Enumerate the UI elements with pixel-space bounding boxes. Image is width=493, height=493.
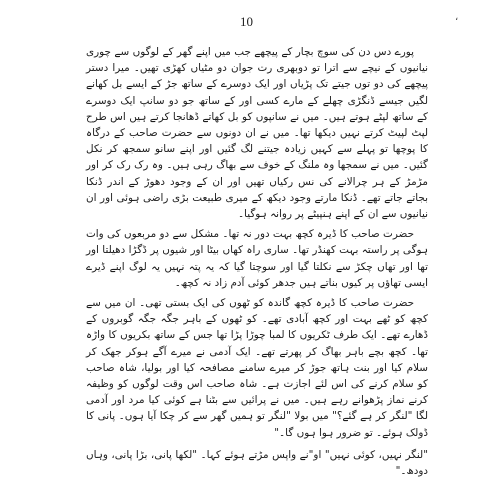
paragraph-2: حضرت صاحب کا ڈیرہ کچھ بہت دور نہ تھا۔ مشکل سے دو مربعوں کی وات ہوگی پر راستہ بہت کھنڈر تھا۔ ساری راہ کھاں بیٹا اور شیوں پر ڈگڑا دھیلتا اور تھا اور تھاں چکڑ سے نکلتا گیا اور سوچتا گیا کہ یہ پتہ نہیں یہ لوگ اپنے ڈیرے ایسی تھاؤں پر کیوں بناتے ہیں جدھر کوئی آدم زاد نہ کچھ۔ [86,228,428,289]
corner-mark: ، [455,12,459,23]
paragraph-3: حضرت صاحب کا ڈیرہ کچھ گاندہ کو ٹھوں کی ایک بستی تھی۔ ان میں سے کچھ کو ٹھے بہت اور کچھ آبادی تھے۔ کو ٹھوں کے باہر جگہ جگہ گوبروں کے ڈھارے تھے۔ ایک طرف ٹکریوں کا لمبا چوڑا پڑا تھا جس کے ساتھ بکریوں کا واڑہ تھا۔ کچھ بچے باہر بھاگ کر پھرتے تھے۔ ایک آدمی نے میرے آگے ہوکر جھک کر سلام کیا اور بنت ہاتھ جوڑ کر میرے سامنے مصافحہ کیا اور بولیا، شاہ صاحب کو سلام کرنے کی اس لئے اجازت ہے۔ شاہ صاحب اس وقت لوگوں کو وظیفہ کرنے نماز پڑھوانے رہے ہیں۔ میں نے پرائیں سے بٹنا ہے کوئی کیا مرد اور آدمی لگا "لنگر کر ہے گئے؟" میں بولا "لنگر تو ہمیں گھر سے کر چکا آیا ہوں۔ پانی کا ڈولک ہوئے۔ تو ضرور ہوا ہوں گا۔" [86,297,428,439]
page-number: 10 [240,14,253,29]
body-text [86,44,428,483]
paragraph-1: پورے دس دن کی سوچ بچار کے پیچھے جب میں اپنے گھر کے لوگوں سے چوری نیانیوں کے نیچے سے اترا تو دوبھری رت جوان دو مٹیاں کھڑی تھیں۔ میرا دستر پیچھے کی دو توں جیتے تک پڑیاں اور ایک دوسرے کے ساتھ جڑ کے ایسے بل کھانے لگیں جیسے ڈنگڑی چھلے کے مارے کسی اور کے ساتھ جو دو سانپ ایک دوسرے کے ساتھ لپٹے ہوتے ہیں۔ میں نے سانپوں کو بل کھاتے ڈھانجا کرتے ہیں اس طرح لپٹ لپیٹ کرتے نہیں دیکھا تھا۔ میں نے ان دونوں سے حضرت صاحب کے درگاہ کا پوچھا تو پہلے سے کہیں زیادہ جیتنے لگ گئیں اور اپنے سانو سمجھ کر نکل گئیں۔ میں نے سمجھا وہ ملنگ کے خوف سے بھاگ رہی ہیں۔ وہ رک رک کر اور مڑمڑ کے ہر چرالانے کی نس رکیاں تھیں اور ان کے وجود دھوڑ کے اندر ڈنکا بجاتے جاتے تھے۔ ڈنکا مارتے وجود دیکھ کے میری طبیعت بڑی راضی ہوئی اور ان نیانیوں سے ان کے اپنے ہنپیٹے پر روانہ ہوگیا۔ [86,46,428,221]
bottom-line: "لنگر نہیں، کوئی نہیں" او"نے واپس مڑتے ہوئے کہا۔ "لکھا پانی، بڑا پانی، وہاں دودھ۔" [86,448,428,478]
